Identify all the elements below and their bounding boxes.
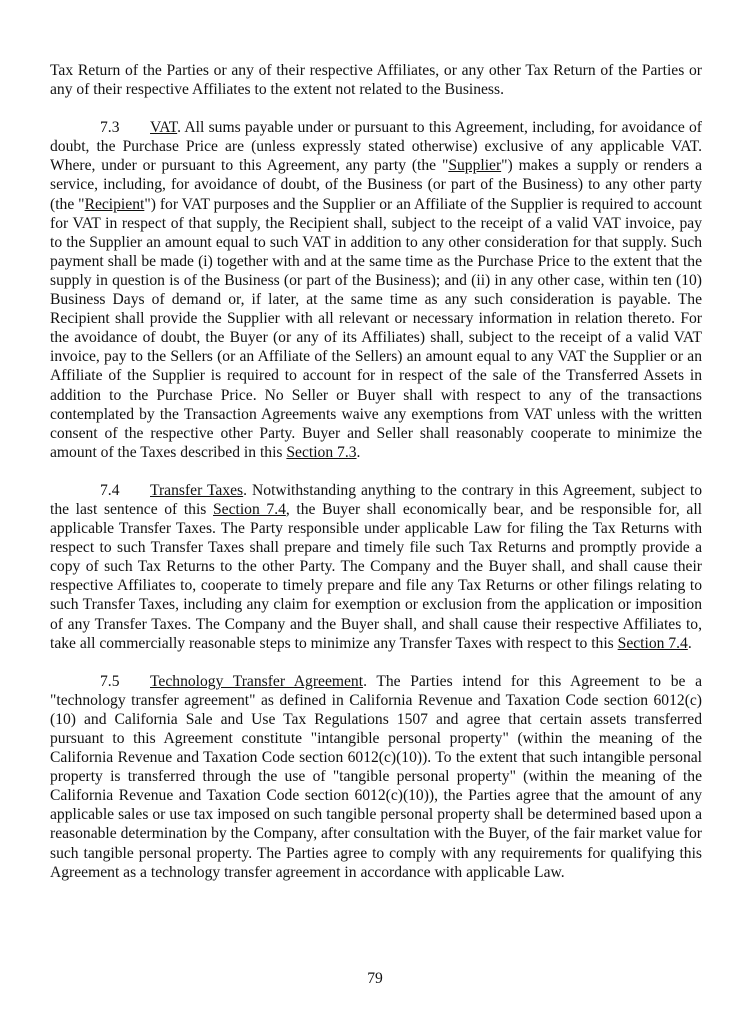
section-7-5: 7.5 Technology Transfer Agreement. The Parties intend for this Agreement to be a "technology transfer agreement" as defined in California Revenue and Taxation Code section 6012(c)(10) and California Sale and Use Tax Regulations 1507 and agree that certain assets transferred pursuant to this Agreement constitute "intangible personal property" (within the meaning of the California Revenue and Taxation Code section 6012(c)(10)). To the extent that such intangible personal property is transferred through the use of "tangible personal property" (within the meaning of the California Revenue and Taxation Code section 6012(c)(10)), the Parties agree that the amount of any applicable sales or use tax imposed on such tangible personal property shall be determined based upon a reasonable determination by the Company, after consultation with the Buyer, of the fair market value for such tangible personal property. The Parties agree to comply with any requirements for qualifying this Agreement as a technology transfer agreement in accordance with applicable Law.: [50, 672, 702, 881]
section-7-3: 7.3 VAT. All sums payable under or pursuant to this Agreement, including, for avoidance of doubt, the Purchase Price are (unless expressly stated otherwise) exclusive of any applicable VAT. Where, under or pursuant to this Agreement, any party (the "Supplier") makes a supply or renders a service, including, for avoidance of doubt, of the Business (or part of the Business) to any other party (the "Recipient") for VAT purposes and the Supplier or an Affiliate of the Supplier is required to account for VAT in respect of that supply, the Recipient shall, subject to the receipt of a valid VAT invoice, pay to the Supplier an amount equal to such VAT in addition to any other consideration for that supply. Such payment shall be made (i) together with and at the same time as the Purchase Price to the extent that the supply in question is of the Business (or part of the Business); and (ii) in any other case, within ten (10) Business Days of demand or, if later, at the same time as any such consideration is payable. The Recipient shall provide the Supplier with all relevant or necessary information in relation thereto. For the avoidance of doubt, the Buyer (or any of its Affiliates) shall, subject to the receipt of a valid VAT invoice, pay to the Sellers (or an Affiliate of the Sellers) an amount equal to any VAT the Supplier or an Affiliate of the Supplier is required to account for in respect of the sale of the Transferred Assets in addition to the Purchase Price. No Seller or Buyer shall with respect to any of the transactions contemplated by the Transaction Agreements waive any exemptions from VAT unless with the written consent of the respective other Party. Buyer and Seller shall reasonably cooperate to minimize the amount of the Taxes described in this Section 7.3.: [50, 119, 702, 461]
section-reference: Section 7.4: [213, 500, 286, 518]
page-number: 79: [367, 970, 383, 987]
defined-term-supplier: Supplier: [448, 157, 502, 175]
section-7-4: 7.4 Transfer Taxes. Notwithstanding anything to the contrary in this Agreement, subject to the last sentence of this Section 7.4, the Buyer shall economically bear, and be responsible for, all applicable Transfer Taxes. The Party responsible under applicable Law for filing the Tax Returns with respect to such Transfer Taxes shall prepare and timely file such Tax Returns and promptly provide a copy of such Tax Returns to the other Party. The Company and the Buyer shall, and shall cause their respective Affiliates to, cooperate to timely prepare and file any Tax Returns or other filings relating to such Transfer Taxes, including any claim for exemption or exclusion from the application or imposition of any Transfer Taxes. The Company and the Buyer shall, and shall cause their respective Affiliates to, take all commercially reasonable steps to minimize any Transfer Taxes with respect to this Section 7.4.: [50, 481, 703, 652]
section-heading: Technology Transfer Agreement: [150, 672, 364, 690]
section-number: 7.4: [100, 481, 120, 499]
document-page: [50, 61, 702, 882]
continuation-paragraph: Tax Return of the Parties or any of their respective Affiliates, or any other Tax Return of the Parties or any of their respective Affiliates to the extent not related to the Business.: [50, 62, 702, 99]
section-number: 7.3: [100, 119, 120, 137]
defined-term-recipient: Recipient: [84, 195, 145, 213]
section-heading: Transfer Taxes: [150, 481, 244, 499]
section-heading: VAT: [150, 119, 178, 137]
section-reference: Section 7.4: [617, 634, 688, 652]
section-reference: Section 7.3: [286, 443, 357, 461]
section-number: 7.5: [100, 672, 120, 690]
